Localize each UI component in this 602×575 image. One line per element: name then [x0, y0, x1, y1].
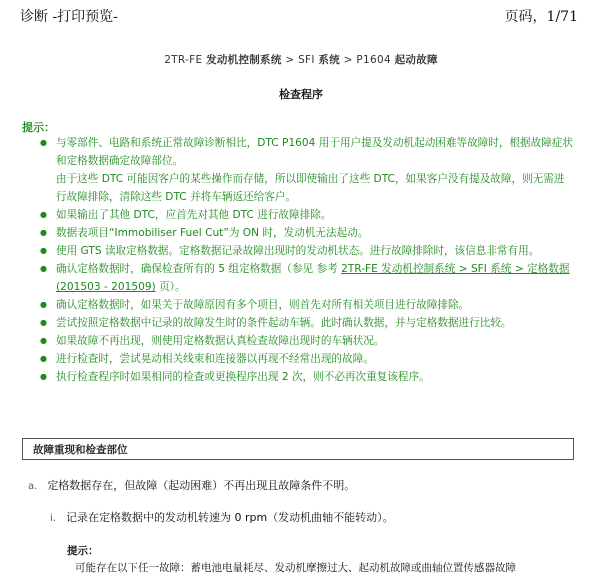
document-title: 诊断 -打印预览-: [20, 9, 118, 25]
breadcrumb: [0, 52, 602, 67]
list-item: [40, 314, 575, 332]
tip-text: 尝试按照定格数据中记录的故障发生时的条件起动车辆。此时确认数据，并与定格数据进行比较。: [56, 317, 512, 329]
breadcrumb-code-1: 2TR-FE: [164, 54, 203, 66]
list-item: [40, 332, 575, 350]
breadcrumb-text-2: 系统: [318, 54, 341, 66]
breadcrumb-separator: >: [285, 54, 295, 66]
list-item: [40, 134, 575, 206]
tip-text: 由于这些 DTC 可能因客户的某些操作而存储，所以即使输出了这些 DTC，如果客户没有提及故障，则无需进行故障排除，清除这些 DTC 并将车辆返还给客户。: [56, 173, 565, 203]
step-a: [28, 477, 355, 493]
page-number: 页码，1/71: [504, 9, 578, 25]
hint-label-2: 提示：: [67, 545, 99, 557]
step-marker: i.: [50, 513, 56, 524]
list-item: [40, 260, 575, 296]
step-marker: a.: [28, 481, 38, 492]
tip-text: 使用 GTS 读取定格数据。定格数据记录故障出现时的发动机状态。进行故障排除时，该信息非常有用。: [56, 245, 540, 257]
tip-text: 进行检查时，尝试晃动相关线束和连接器以再现不经常出现的故障。: [56, 353, 374, 365]
section-header-box: [22, 438, 574, 460]
hint-list: [40, 134, 575, 386]
tip-text: 如果输出了其他 DTC，应首先对其他 DTC 进行故障排除。: [56, 209, 332, 221]
list-item: [40, 368, 575, 386]
print-header: [0, 0, 602, 30]
list-item: [40, 296, 575, 314]
breadcrumb-text-3: 起动故障: [394, 54, 438, 66]
list-item: [40, 224, 575, 242]
tip-text: 如果故障不再出现，则使用定格数据认真检查故障出现时的车辆状况。: [56, 335, 385, 347]
tip-text: 数据表项目“Immobiliser Fuel Cut”为 ON 时，发动机无法起动。: [56, 227, 369, 239]
tip-text: 确认定格数据时，如果关于故障原因有多个项目，则首先对所有相关项目进行故障排除。: [56, 299, 470, 311]
page-title: 检查程序: [279, 88, 323, 101]
list-item: [40, 206, 575, 224]
freeze-frame-data-link[interactable]: 2TR-FE 发动机控制系统 > SFI 系统 > 定格数据(201503 - 201509): [56, 263, 570, 293]
list-item: [40, 242, 575, 260]
tip-text: 执行检查程序时如果相同的检查或更换程序出现 2 次，则不必再次重复该程序。: [56, 371, 430, 383]
breadcrumb-separator: >: [343, 54, 353, 66]
step-text: 定格数据存在，但故障（起动困难）不再出现且故障条件不明。: [47, 479, 356, 492]
breadcrumb-text-1: 发动机控制系统: [206, 54, 282, 66]
hint-label: 提示：: [22, 121, 55, 134]
step-text: 记录在定格数据中的发动机转速为 0 rpm（发动机曲轴不能转动）。: [65, 511, 394, 524]
step-i: [50, 509, 394, 525]
section-header: 故障重现和检查部位: [33, 444, 128, 456]
breadcrumb-code-2: SFI: [298, 54, 315, 66]
tip-text: ● 与零部件、电路和系统正常故障诊断相比，DTC P1604 用于用户提及发动机起动困难等故障时，根据故障症状和定格数据确定故障部位。: [56, 137, 574, 167]
tip-text: 确认定格数据时，确保检查所有的 5 组定格数据（参见 参考: [56, 263, 342, 275]
list-item: [40, 350, 575, 368]
tip-text: 页）。: [155, 281, 186, 293]
hint-text-partial: 可能存在以下任一故障：蓄电池电量耗尽、发动机摩擦过大、起动机故障或曲轴位置传感器故障: [75, 562, 516, 574]
breadcrumb-code-3: P1604: [356, 54, 391, 66]
